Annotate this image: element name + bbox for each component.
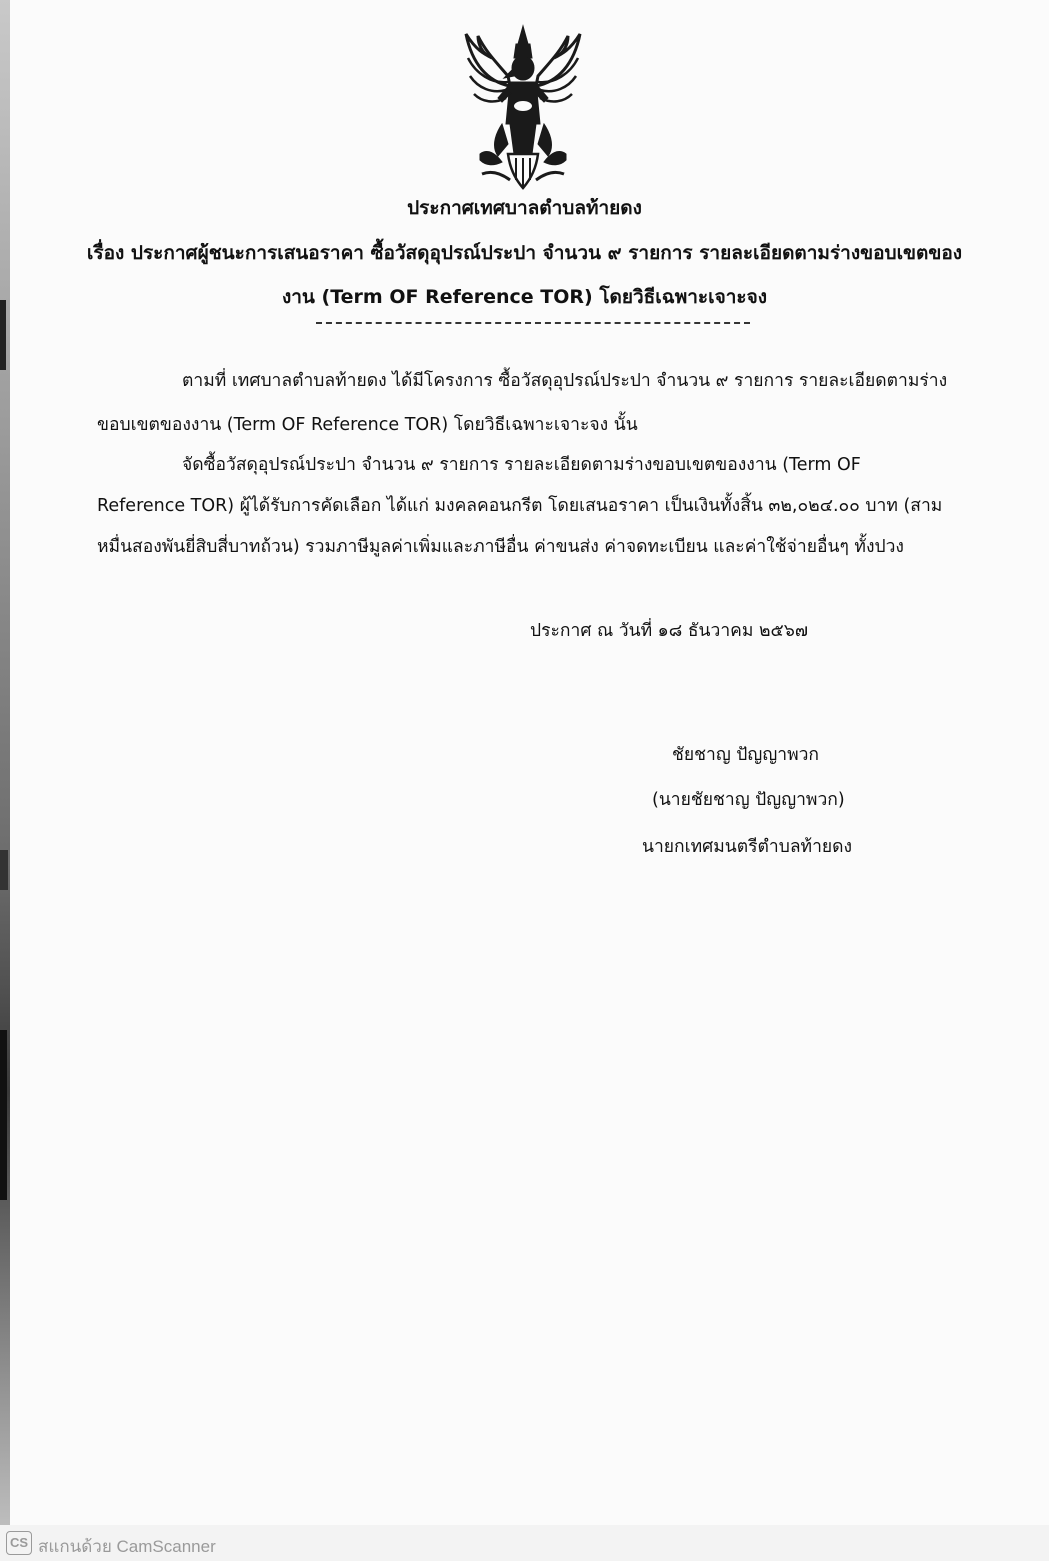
divider (316, 322, 750, 324)
body-paragraph-line: หมื่นสองพันยี่สิบสี่บาทถ้วน) รวมภาษีมูลค่าเพิ่มและภาษีอื่น ค่าขนส่ง ค่าจดทะเบียน และค่าใช้จ่ายอื่นๆ ทั้งปวง (97, 537, 904, 557)
watermark-text: สแกนด้วย CamScanner (38, 1537, 216, 1556)
signatory-full-name: (นายชัยชาญ ปัญญาพวก) (652, 790, 845, 810)
scan-mark (0, 850, 8, 890)
camscanner-watermark (0, 1525, 1049, 1561)
signatory-position: นายกเทศมนตรีตำบลท้ายดง (642, 837, 853, 857)
body-paragraph-line: ตามที่ เทศบาลตำบลท้ายดง ได้มีโครงการ ซื้อวัสดุอุปรณ์ประปา จำนวน ๙ รายการ รายละเอียดตามร่าง (182, 371, 948, 391)
scan-mark (0, 1030, 7, 1200)
camscanner-logo-icon: CS (6, 1531, 32, 1555)
garuda-emblem-icon (458, 24, 588, 192)
signature-name: ชัยชาญ ปัญญาพวก (672, 745, 820, 765)
body-paragraph-line: ขอบเขตของงาน (Term OF Reference TOR) โดยวิธีเฉพาะเจาะจง นั้น (97, 415, 638, 435)
body-paragraph-line: Reference TOR) ผู้ได้รับการคัดเลือก ได้แก่ มงคลคอนกรีต โดยเสนอราคา เป็นเงินทั้งสิ้น ๓๒,๐๒๔.๐๐ บาท (สาม (97, 496, 943, 516)
announcement-date: ประกาศ ณ วันที่ ๑๘ ธันวาคม ๒๕๖๗ (530, 621, 809, 641)
document-subject-line: เรื่อง ประกาศผู้ชนะการเสนอราคา ซื้อวัสดุอุปรณ์ประปา จำนวน ๙ รายการ รายละเอียดตามร่างขอบเขตของ (86, 242, 963, 264)
body-paragraph-line: จัดซื้อวัสดุอุปรณ์ประปา จำนวน ๙ รายการ รายละเอียดตามร่างขอบเขตของงาน (Term OF (182, 455, 861, 475)
document-subject-line: งาน (Term OF Reference TOR) โดยวิธีเฉพาะเจาะจง (281, 286, 768, 308)
scan-edge (0, 0, 10, 1561)
document-organization-title: ประกาศเทศบาลตำบลท้ายดง (407, 197, 642, 219)
